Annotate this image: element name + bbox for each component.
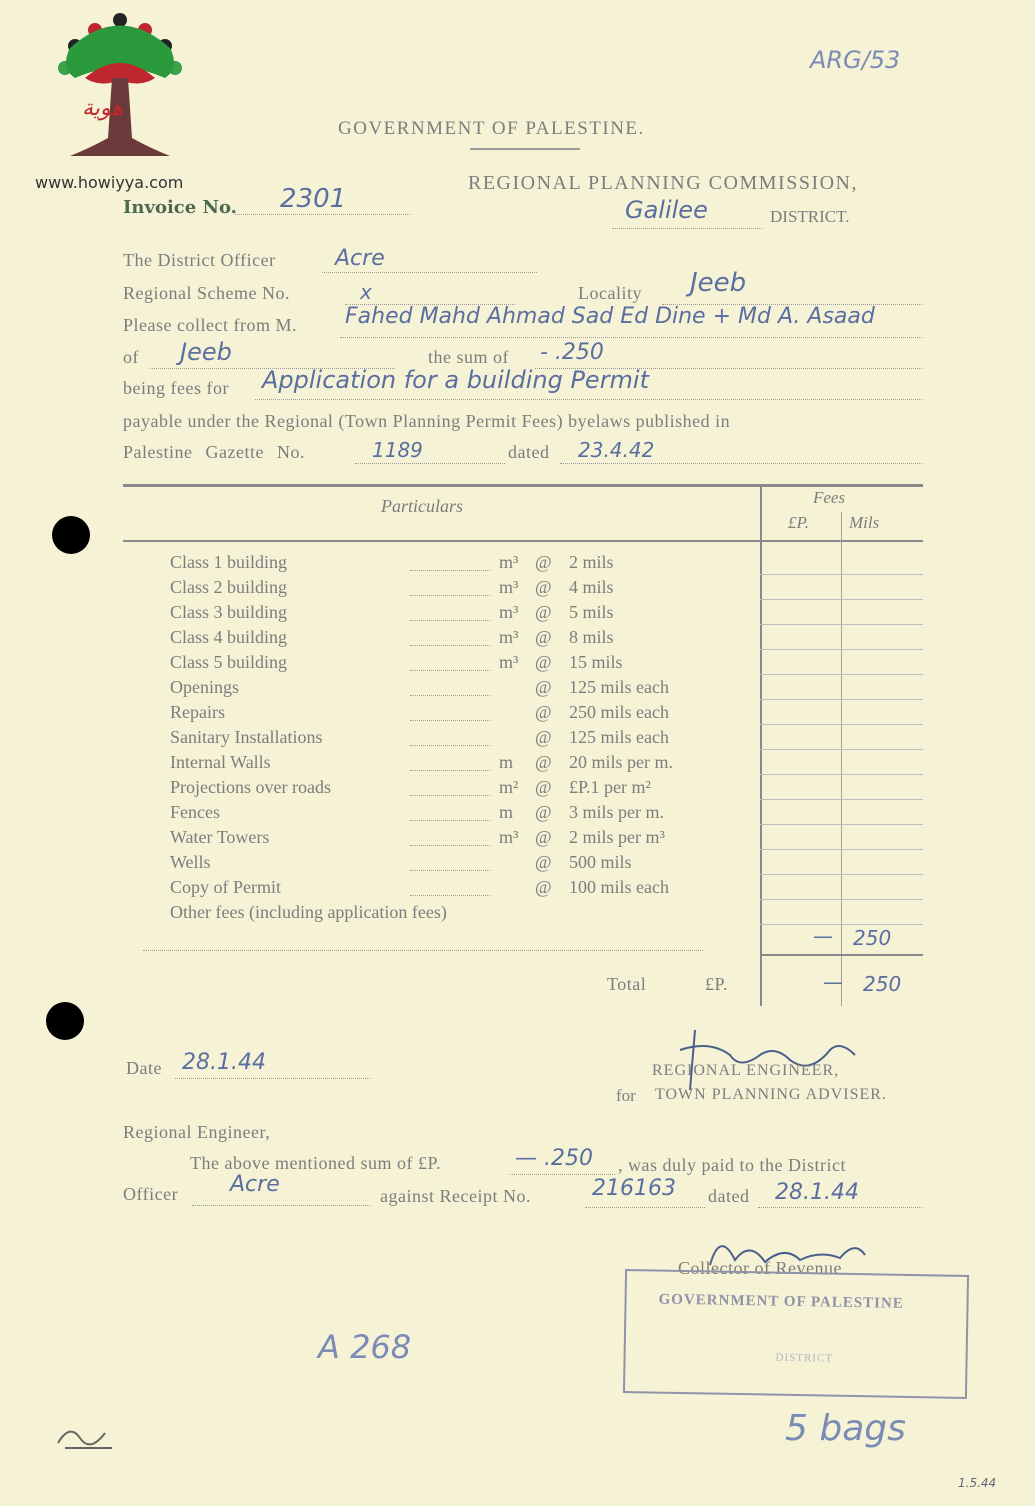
fee-row-rate: 2 mils xyxy=(569,552,614,572)
fee-row-rate: 20 mils per m. xyxy=(569,752,673,772)
fee-row-grid-line xyxy=(760,849,923,850)
fee-row-name: Wells xyxy=(170,852,211,872)
total-currency: £P. xyxy=(705,974,729,994)
fee-row-dotted xyxy=(410,820,490,821)
other-fee-lp: — xyxy=(813,924,833,948)
punch-hole-bottom xyxy=(46,1002,84,1040)
fee-row-grid-line xyxy=(760,724,923,725)
fee-row-rate: £P.1 per m² xyxy=(569,777,651,797)
fee-row-at: @ xyxy=(535,552,552,572)
receipt-addressee: Regional Engineer, xyxy=(123,1122,271,1142)
of-label: of xyxy=(123,347,139,367)
fees-subdivider xyxy=(841,512,842,1006)
receipt-dated-value: 28.1.44 xyxy=(775,1180,859,1205)
fee-row-name: Projections over roads xyxy=(170,777,331,797)
fee-row-rate: 3 mils per m. xyxy=(569,802,664,822)
receipt-sum-value: — .250 xyxy=(515,1146,593,1171)
advisor-title: TOWN PLANNING ADVISER. xyxy=(655,1086,887,1103)
fee-row-at: @ xyxy=(535,652,552,672)
district-label: DISTRICT. xyxy=(770,207,850,226)
watermark-site: www.howiyya.com xyxy=(35,173,184,192)
fee-row-dotted xyxy=(410,620,490,621)
watermark-logo xyxy=(50,8,190,178)
fee-row-at: @ xyxy=(535,777,552,797)
fee-row-unit: m³ xyxy=(499,602,519,622)
invoice-number: 2301 xyxy=(280,184,347,214)
fee-row-dotted xyxy=(410,720,490,721)
fee-row-name: Class 1 building xyxy=(170,552,288,572)
fee-row-unit: m² xyxy=(499,777,519,797)
commission-title: REGIONAL PLANNING COMMISSION, xyxy=(468,172,858,194)
fee-row-at: @ xyxy=(535,677,552,697)
fee-row-grid-line xyxy=(760,824,923,825)
fee-row-name: Water Towers xyxy=(170,827,270,847)
gazette-dated-field xyxy=(560,463,922,464)
fee-row-grid-line xyxy=(760,749,923,750)
fee-row-at: @ xyxy=(535,752,552,772)
sum-value: - .250 xyxy=(540,340,604,365)
invoice-label: Invoice No. xyxy=(123,197,237,218)
header-rule xyxy=(470,148,580,150)
fee-row-name: Sanitary Installations xyxy=(170,727,323,747)
fee-row-dotted xyxy=(410,645,490,646)
district-officer-field xyxy=(322,272,537,273)
stamp-line-1: GOVERNMENT OF PALESTINE xyxy=(658,1291,904,1312)
fee-row-dotted xyxy=(410,695,490,696)
fees-header: Fees xyxy=(813,488,846,507)
district-officer-value: Acre xyxy=(335,246,385,271)
government-stamp xyxy=(623,1269,969,1399)
receipt-officer-label: Officer xyxy=(123,1184,179,1204)
fee-row-grid-line xyxy=(760,574,923,575)
fee-row-dotted xyxy=(410,745,490,746)
collect-value: Fahed Mahd Ahmad Sad Ed Dine + Md A. Asaad xyxy=(345,304,875,329)
fees-for-label: being fees for xyxy=(123,378,229,398)
district-officer-label: The District Officer xyxy=(123,250,276,270)
receipt-dated-field xyxy=(758,1207,922,1208)
district-value: Galilee xyxy=(625,196,708,224)
fee-row-rate: 250 mils each xyxy=(569,702,669,722)
gazette-field xyxy=(355,463,505,464)
receipt-dated-label: dated xyxy=(708,1186,750,1206)
scheme-value: x xyxy=(360,280,372,304)
fee-row-name: Class 3 building xyxy=(170,602,288,622)
fee-row-grid-line xyxy=(760,674,923,675)
fee-row-at: @ xyxy=(535,602,552,622)
fee-row-unit: m³ xyxy=(499,577,519,597)
fee-row-dotted xyxy=(410,870,490,871)
punch-hole-top xyxy=(52,516,90,554)
gazette-dated-value: 23.4.42 xyxy=(578,438,655,462)
fee-row-name: Repairs xyxy=(170,702,225,722)
fee-row-name: Class 2 building xyxy=(170,577,288,597)
tree-logo-icon xyxy=(50,8,190,178)
engineer-title: REGIONAL ENGINEER, xyxy=(652,1062,840,1079)
fee-row-dotted xyxy=(410,570,490,571)
archive-number: A 268 xyxy=(318,1328,412,1366)
watermark-arabic: هوية xyxy=(82,96,123,121)
other-fee-mils: 250 xyxy=(853,926,892,950)
fee-row-at: @ xyxy=(535,852,552,872)
receipt-sum-field xyxy=(510,1174,615,1175)
total-lp: — xyxy=(823,970,843,994)
scheme-label: Regional Scheme No. xyxy=(123,283,290,303)
receipt-line-start: The above mentioned sum of £P. xyxy=(190,1153,441,1173)
fees-for-value: Application for a building Permit xyxy=(262,366,650,394)
fee-row-rate: 15 mils xyxy=(569,652,623,672)
fee-row-at: @ xyxy=(535,627,552,647)
date-value: 28.1.44 xyxy=(182,1050,266,1075)
fee-row-grid-line xyxy=(760,899,923,900)
fee-row-dotted xyxy=(410,795,490,796)
mils-header: Mils xyxy=(849,513,880,532)
receipt-line-end: , was duly paid to the District xyxy=(618,1155,846,1175)
receipt-officer-value: Acre xyxy=(230,1172,280,1197)
invoice-number-field xyxy=(235,214,410,215)
sum-label: the sum of xyxy=(428,347,509,367)
fee-row-at: @ xyxy=(535,727,552,747)
fee-row-name: Other fees (including application fees) xyxy=(170,902,447,922)
fee-row-name: Class 5 building xyxy=(170,652,288,672)
date-label: Date xyxy=(126,1058,162,1078)
bottom-right-note: 1.5.44 xyxy=(958,1476,997,1490)
fees-for-field xyxy=(255,399,922,400)
collect-label: Please collect from M. xyxy=(123,315,297,335)
fee-row-unit: m³ xyxy=(499,552,519,572)
fee-row-name: Class 4 building xyxy=(170,627,288,647)
fee-row-grid-line xyxy=(760,599,923,600)
fee-row-dotted xyxy=(410,895,490,896)
fee-row-at: @ xyxy=(535,802,552,822)
date-field xyxy=(175,1078,370,1079)
particulars-header: Particulars xyxy=(381,496,464,516)
table-top-rule xyxy=(123,484,923,487)
total-mils: 250 xyxy=(863,972,902,996)
gazette-label: Palestine Gazette No. xyxy=(123,442,305,462)
other-fee-rule xyxy=(760,954,923,956)
stamp-line-2: DISTRICT xyxy=(775,1351,834,1365)
locality-label: Locality xyxy=(578,283,642,303)
receipt-officer-field xyxy=(192,1205,370,1206)
table-header-rule xyxy=(123,540,923,542)
fee-row-name: Internal Walls xyxy=(170,752,271,772)
collector-title: Collector of Revenue xyxy=(678,1258,842,1278)
fee-row-grid-line xyxy=(760,799,923,800)
fee-row-rate: 2 mils per m³ xyxy=(569,827,665,847)
fee-row-grid-line xyxy=(760,699,923,700)
fee-row-rate: 8 mils xyxy=(569,627,614,647)
fee-row-unit: m xyxy=(499,752,514,772)
advisor-prefix: for xyxy=(616,1086,636,1105)
fee-row-rate: 100 mils each xyxy=(569,877,669,897)
fee-row-rate: 5 mils xyxy=(569,602,614,622)
receipt-number-value: 216163 xyxy=(592,1176,676,1201)
top-reference: ARG/53 xyxy=(810,46,901,74)
fee-row-grid-line xyxy=(760,649,923,650)
fee-row-dotted xyxy=(410,770,490,771)
gazette-dated-label: dated xyxy=(508,442,550,462)
fee-row-grid-line xyxy=(760,624,923,625)
fee-row-rate: 4 mils xyxy=(569,577,614,597)
fee-row-dotted xyxy=(410,845,490,846)
fee-row-rate: 125 mils each xyxy=(569,677,669,697)
fee-row-at: @ xyxy=(535,877,552,897)
district-field xyxy=(612,228,762,229)
fee-row-grid-line xyxy=(760,874,923,875)
fee-row-dotted xyxy=(410,595,490,596)
fee-row-dotted xyxy=(410,670,490,671)
fee-row-grid-line xyxy=(760,774,923,775)
payable-line: payable under the Regional (Town Planning Permit Fees) byelaws published in xyxy=(123,411,731,431)
fee-row-rate: 125 mils each xyxy=(569,727,669,747)
fee-row-grid-line xyxy=(760,924,923,925)
fee-row-at: @ xyxy=(535,702,552,722)
other-fee-dotted xyxy=(143,950,703,951)
fee-row-unit: m³ xyxy=(499,627,519,647)
fee-row-unit: m xyxy=(499,802,514,822)
fee-row-at: @ xyxy=(535,577,552,597)
locality-value: Jeeb xyxy=(690,268,747,298)
fee-row-name: Copy of Permit xyxy=(170,877,281,897)
total-label: Total xyxy=(607,974,647,994)
receipt-number-label: against Receipt No. xyxy=(380,1186,531,1206)
bags-note: 5 bags xyxy=(785,1408,906,1449)
lp-header: £P. xyxy=(788,513,809,532)
receipt-number-field xyxy=(585,1207,705,1208)
fee-row-at: @ xyxy=(535,827,552,847)
fee-row-name: Openings xyxy=(170,677,239,697)
government-title: GOVERNMENT OF PALESTINE. xyxy=(338,118,645,139)
table-column-divider xyxy=(760,484,762,1006)
fee-row-unit: m³ xyxy=(499,827,519,847)
collect-field xyxy=(340,337,922,338)
of-value: Jeeb xyxy=(180,338,232,366)
fee-row-rate: 500 mils xyxy=(569,852,632,872)
fees-table xyxy=(123,484,923,1006)
fee-row-unit: m³ xyxy=(499,652,519,672)
fee-row-name: Fences xyxy=(170,802,220,822)
margin-scribble-icon xyxy=(50,1418,120,1458)
gazette-number: 1189 xyxy=(372,438,423,462)
